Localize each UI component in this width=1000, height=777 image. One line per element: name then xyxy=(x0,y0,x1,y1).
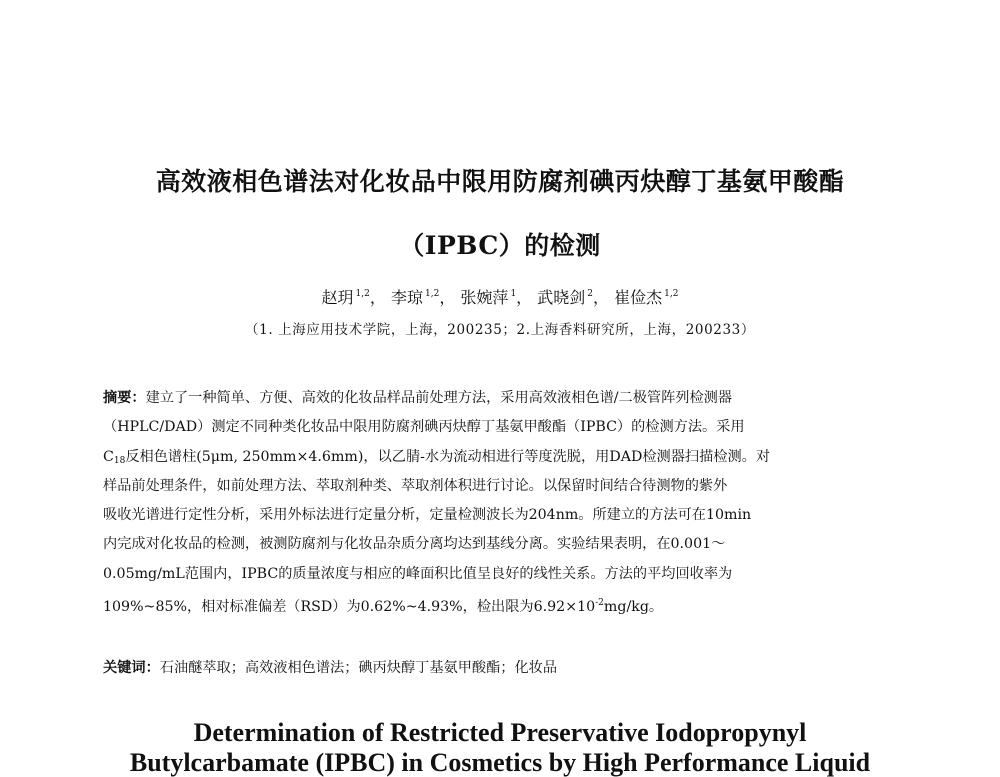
abstract-text: 建立了一种简单、方便、高效的化妆品样品前处理方法，采用高效液相色谱/二极管阵列检测器 xyxy=(145,390,733,406)
abstract-text: 反相色谱柱(5μm, 250mm×4.6mm)，以乙腈-水为流动相进行等度洗脱，用DAD检测器扫描检测。对 xyxy=(125,448,771,465)
author-separator: ， xyxy=(439,288,456,307)
author-name: 崔俭杰 xyxy=(614,288,663,307)
author-affiliation-mark: 1,2 xyxy=(355,289,370,299)
author-affiliation-mark: 1,2 xyxy=(664,289,679,299)
author-separator: ， xyxy=(593,288,610,307)
author-affiliation-mark: 1,2 xyxy=(424,289,440,299)
affiliations: （1. 上海应用技术学院，上海，200235；2.上海香料研究所，上海，200233） xyxy=(245,322,755,338)
superscript: -2 xyxy=(595,598,604,609)
subscript: 18 xyxy=(113,455,126,466)
keywords-text: 石油醚萃取；高效液相色谱法；碘丙炔醇丁基氨甲酸酯；化妆品 xyxy=(159,660,558,676)
english-title-line-2: Butylcarbamate (IPBC) in Cosmetics by High Performance Liquid xyxy=(129,748,871,777)
author-list xyxy=(60,285,940,308)
chinese-title-line-1: 高效液相色谱法对化妆品中限用防腐剂碘丙炔醇丁基氨甲酸酯 xyxy=(155,167,845,196)
author-separator: ， xyxy=(516,288,533,307)
author-affiliation-mark: 1 xyxy=(510,289,517,299)
chinese-title-line-2: （IPBC）的检测 xyxy=(399,231,601,260)
author-separator: ， xyxy=(369,288,386,307)
abstract-line xyxy=(103,589,898,618)
abstract-line: （HPLC/DAD）测定不同种类化妆品中限用防腐剂碘丙炔醇丁基氨甲酸酯（IPBC）的检测方法。采用 xyxy=(103,419,745,436)
author-name: 武晓剑 xyxy=(537,288,586,307)
keywords xyxy=(103,656,898,680)
abstract-label: 摘要： xyxy=(103,390,146,406)
abstract-line: 吸收光谱进行定性分析，采用外标法进行定量分析，定量检测波长为204nm。所建立的方法可在10min xyxy=(103,507,752,524)
abstract-line: 样品前处理条件，如前处理方法、萃取剂种类、萃取剂体积进行讨论。以保留时间结合待测物的紫外 xyxy=(103,477,728,494)
english-title-line-1: Determination of Restricted Preservative Iodopropynyl xyxy=(193,718,807,747)
abstract-text: 109%~85%，相对标准偏差（RSD）为0.62%~4.93%，检出限为6.92×10 xyxy=(103,599,596,616)
abstract xyxy=(103,384,898,618)
author-affiliation-mark: 2 xyxy=(587,289,594,299)
abstract-line: 内完成对化妆品的检测，被测防腐剂与化妆品杂质分离均达到基线分离。实验结果表明，在0.001～ xyxy=(103,536,726,553)
keywords-label: 关键词： xyxy=(103,660,160,676)
abstract-line: 0.05mg/mL范围内，IPBC的质量浓度与相应的峰面积比值呈良好的线性关系。方法的平均回收率为 xyxy=(103,565,733,582)
author-name: 赵玥 xyxy=(321,288,354,307)
abstract-line xyxy=(103,443,898,472)
abstract-line xyxy=(103,384,898,413)
author-name: 张婉萍 xyxy=(460,288,509,307)
abstract-text: mg/kg。 xyxy=(603,599,664,616)
abstract-text: C xyxy=(103,448,114,465)
author-name: 李琼 xyxy=(390,288,423,307)
